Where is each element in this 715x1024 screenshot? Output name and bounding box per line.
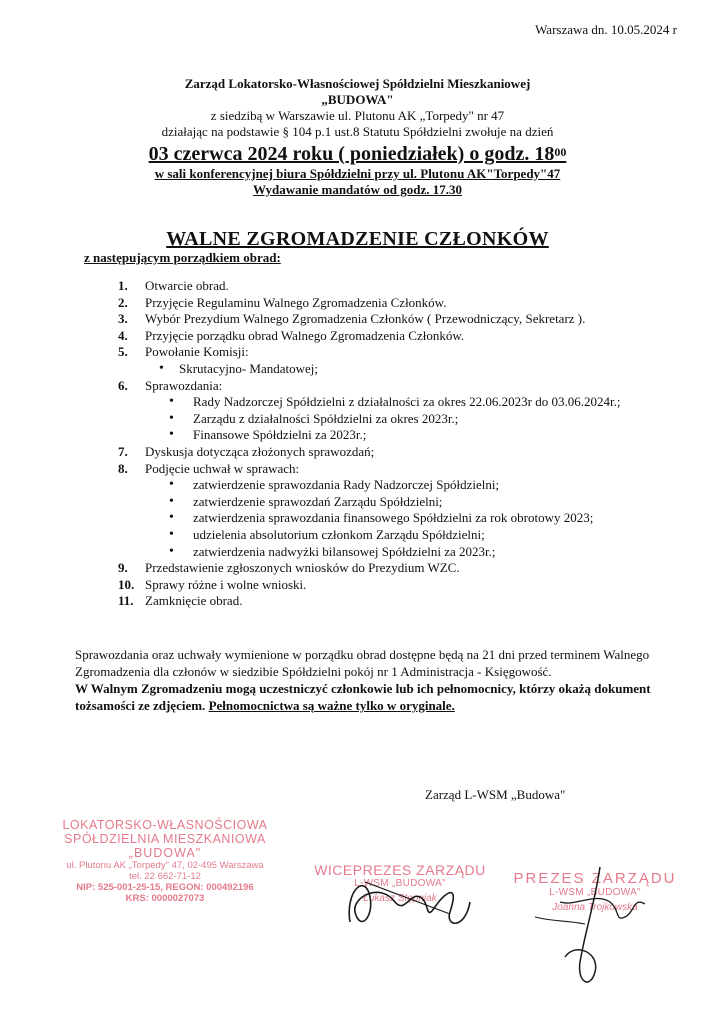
stamp-line6: NIP: 525-001-25-15, REGON: 000492196 <box>76 882 254 893</box>
footer-proxy-note: Pełnomocnictwa są ważne tylko w oryginale. <box>208 698 455 713</box>
board-signature-line: Zarząd L-WSM „Budowa" <box>425 787 566 802</box>
agenda-item-number: 7. <box>118 443 128 459</box>
agenda-intro: z następującym porządkiem obrad: <box>84 250 281 265</box>
vice-president-name: Łukasz Stępniak <box>363 893 437 904</box>
agenda-item <box>118 560 620 577</box>
agenda-item-number: 9. <box>118 560 128 576</box>
agenda-subitem: • zatwierdzenia sprawozdania finansowego Spółdzielni za rok obrotowy 2023; <box>145 510 620 527</box>
vice-president-role: WICEPREZES ZARZĄDU <box>314 862 486 878</box>
footer-availability-note: Sprawozdania oraz uchwały wymienione w porządku obrad dostępne będą na 21 dni przed terminem Walnego Zgromadzenia dla członów w siedzibie Spółdzielni pokój nr 1 Administracja - Księgowość. <box>75 647 650 679</box>
stamp-line5: tel. 22 662-71-12 <box>129 871 201 882</box>
agenda-item-text: Podjęcie uchwał w sprawach: <box>145 460 300 476</box>
agenda-item-text: Przyjęcie porządku obrad Walnego Zgromadzenia Członków. <box>145 327 465 343</box>
agenda-list <box>118 278 620 610</box>
footer-notes <box>75 646 655 714</box>
org-name-line1: Zarząd Lokatorsko-Własnościowej Spółdzielni Mieszkaniowej <box>184 76 531 91</box>
agenda-subitem: • zatwierdzenie sprawozdania Rady Nadzorczej Spółdzielni; <box>145 477 620 494</box>
agenda-subitem: • Finansowe Spółdzielni za 2023r.; <box>145 427 620 444</box>
agenda-item-text: Dyskusja dotycząca złożonych sprawozdań; <box>145 443 375 459</box>
agenda-item <box>118 461 620 561</box>
agenda-item-text: Sprawozdania: <box>145 377 223 393</box>
agenda-item-text: Wybór Prezydium Walnego Zgromadzenia Członków ( Przewodniczący, Sekretarz ). <box>145 311 586 327</box>
stamp-line1: LOKATORSKO-WŁASNOŚCIOWA <box>62 818 268 832</box>
agenda-item-number: 4. <box>118 327 128 343</box>
agenda-item-text: Sprawy różne i wolne wnioski. <box>145 576 307 592</box>
stamp-line7: KRS: 0000027073 <box>125 893 205 904</box>
agenda-item <box>118 295 620 312</box>
agenda-item-text: Przedstawienie zgłoszonych wniosków do Prezydium WZC. <box>145 560 460 576</box>
president-name: Joanna Trojkowska <box>552 902 638 913</box>
president-signature <box>495 870 695 913</box>
president-org: L-WSM „BUDOWA" <box>549 887 641 898</box>
organization-stamp <box>60 818 270 904</box>
agenda-item-number: 6. <box>118 377 128 393</box>
meeting-venue: w sali konferencyjnej biura Spółdzielni przy ul. Plutonu AK"Torpedy"47 <box>154 166 561 181</box>
vice-president-org: L-WSM „BUDOWA" <box>354 878 446 889</box>
agenda-subitem: • Rady Nadzorczej Spółdzielni z działalności za okres 22.06.2023r do 03.06.2024r.; <box>145 394 620 411</box>
agenda-item-text: Zamknięcie obrad. <box>145 593 243 609</box>
agenda-item <box>118 278 620 295</box>
document-title: WALNE ZGROMADZENIE CZŁONKÓW <box>166 228 549 250</box>
agenda-item-text: Otwarcie obrad. <box>145 278 229 293</box>
agenda-item <box>118 328 620 345</box>
agenda-item-number: 2. <box>118 294 128 310</box>
meeting-date <box>0 142 715 166</box>
agenda-subitem: • udzielenia absolutorium członkom Zarządu Spółdzielni; <box>145 527 620 544</box>
agenda-item-text: Powołanie Komisji: <box>145 344 249 360</box>
stamp-line4: ul. Plutonu AK „Torpedy" 47, 02-495 Warszawa <box>66 860 264 871</box>
agenda-item-number: 1. <box>118 278 128 293</box>
agenda-subitems <box>145 361 620 378</box>
agenda-item-number: 11. <box>118 593 134 609</box>
agenda-subitems <box>145 394 620 444</box>
legal-basis: działając na podstawie § 104 p.1 ust.8 Statutu Spółdzielni zwołuje na dzień <box>161 124 554 139</box>
agenda-item-text: Przyjęcie Regulaminu Walnego Zgromadzenia Członków. <box>145 294 447 310</box>
agenda-item <box>118 577 620 594</box>
footer-attendance-note: W Walnym Zgromadzeniu mogą uczestniczyć członkowie lub ich pełnomocnicy, którzy okażą dokument tożsamości ze zdjęciem. <box>75 681 651 713</box>
agenda-item-number: 10. <box>118 576 135 592</box>
stamp-line3: „BUDOWA" <box>128 846 202 860</box>
agenda-item-number: 5. <box>118 344 128 360</box>
org-address: z siedzibą w Warszawie ul. Plutonu AK „Torpedy" nr 47 <box>210 108 505 123</box>
meeting-minutes: 00 <box>554 145 567 159</box>
agenda-item <box>118 444 620 461</box>
agenda-subitem: • zatwierdzenie sprawozdań Zarządu Spółdzielni; <box>145 494 620 511</box>
meeting-date-text: 03 czerwca 2024 roku ( poniedziałek) o godz. 18 <box>148 143 555 165</box>
document-header <box>0 76 715 198</box>
mandate-time: Wydawanie mandatów od godz. 17.30 <box>253 182 462 197</box>
agenda-item-number: 3. <box>118 311 128 327</box>
president-role: PREZES ZARZĄDU <box>513 870 677 887</box>
stamp-line2: SPÓŁDZIELNIA MIESZKANIOWA <box>64 832 266 846</box>
agenda-subitem: • Skrutacyjno- Mandatowej; <box>145 361 620 378</box>
agenda-subitem: • Zarządu z działalności Spółdzielni za okres 2023r.; <box>145 411 620 428</box>
agenda-item <box>118 311 620 328</box>
agenda-subitems <box>145 477 620 560</box>
agenda-item <box>118 344 620 377</box>
org-name-line2: „BUDOWA" <box>321 92 394 107</box>
agenda-item <box>118 593 620 610</box>
document-date: Warszawa dn. 10.05.2024 r <box>535 22 677 37</box>
agenda-item-number: 8. <box>118 460 128 476</box>
agenda-subitem: • zatwierdzenia nadwyżki bilansowej Spółdzielni za 2023r.; <box>145 544 620 561</box>
vice-president-signature <box>300 862 500 904</box>
agenda-item <box>118 378 620 444</box>
